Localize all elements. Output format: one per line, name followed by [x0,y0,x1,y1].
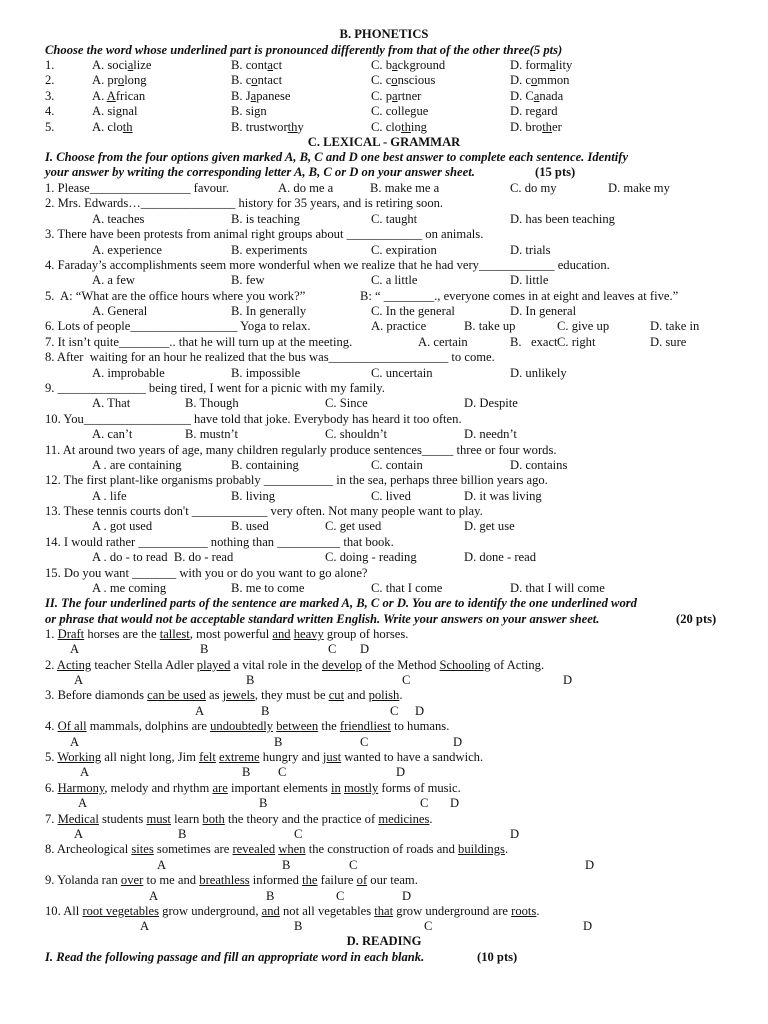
line-segment: B [282,858,291,872]
question-number: 1. [45,58,55,72]
line-segment: B [246,673,255,687]
option-c: C. clothing [371,119,427,134]
line-segment: C. taught [371,212,418,226]
line-segment: C. give up [557,319,610,333]
line-segment: C. doing - reading [325,550,417,564]
line-segment: C [420,796,429,810]
line-segment: C. lived [371,489,411,503]
question-line [0,273,768,288]
question-line [0,904,768,919]
underlined-part: o [391,73,398,88]
part2-instruction-1 [0,596,768,611]
underlined-part: g [410,104,417,119]
line-segment: C. In the general [371,304,455,318]
underlined-part: o [530,73,538,88]
question-number: 5. [45,119,55,134]
underlined-part: a [127,58,134,72]
phonetics-question [0,104,768,119]
question-line [0,873,768,888]
line-segment: 2. Acting teacher Stella Adler played a vital role in the develop of the Method Schooling of Acting. [45,658,545,672]
question-line [0,181,768,196]
line-segment: A [149,889,159,903]
line-segment: 4. Faraday’s accomplishments seem more wonderful when we realize that he had very____________ education. [45,258,610,272]
option-a: A. socialize [92,58,152,72]
underlined-part: a [392,58,398,72]
line-segment: 6. Lots of people_________________ Yoga to relax. [45,319,311,333]
line-segment: A. teaches [92,212,145,226]
option-b: B. Japanese [231,88,291,103]
underlined-part: can be used [147,688,206,702]
line-segment: 8. Archeological sites sometimes are revealed when the construction of roads and buildings. [45,842,509,856]
underlined-part: th [287,119,298,134]
question-line [0,243,768,258]
option-a: A. signal [92,104,138,119]
line-segment: D. contains [510,458,568,472]
underlined-part: a [267,58,273,72]
line-segment: B. experiments [231,243,308,257]
underlined-part: in [331,781,341,795]
line-segment: B. impossible [231,366,301,380]
underlined-part: of [356,873,368,887]
line-segment: C. get used [325,519,382,533]
option-d: D. regard [510,104,558,119]
option-d: D. formality [510,58,573,72]
line-segment: A. can’t [92,427,133,441]
line-segment: D. make my [608,181,670,195]
underlined-part: a [549,58,556,72]
underlined-part: Draft [57,627,85,641]
phonetics-question [0,73,768,88]
line-segment: B: “ ________., everyone comes in at eight and leaves at five.” [360,289,679,303]
question-line [0,196,768,211]
reading-points: (10 pts) [477,950,518,964]
line-segment: 13. These tennis courts don't ____________ very often. Not many people want to play. [45,504,483,518]
line-segment: D [563,673,573,687]
underlined-part: medicines [378,812,430,826]
line-segment: C [294,827,303,841]
line-segment: C [349,858,358,872]
line-segment: 3. Before diamonds can be used as jewels, they must be cut and polish. [45,688,403,702]
line-segment: 12. The first plant-like organisms probably ___________ in the sea, perhaps three billion years ago. [45,473,548,487]
line-segment: C. that I come [371,581,443,595]
line-segment: B [242,765,251,779]
line-segment: D. little [510,273,549,287]
line-segment: 7. Medical students must learn both the theory and the practice of medicines. [45,812,433,826]
line-segment: C [390,704,399,718]
section-heading-lexical-text: C. LEXICAL - GRAMMAR [307,135,461,149]
underlined-part: played [196,658,231,672]
line-segment: A. experience [92,243,162,257]
underlined-part: th [542,119,552,134]
section-heading-phonetics [0,27,768,42]
line-segment: B. is teaching [231,212,300,226]
line-segment: B. exact [510,335,558,349]
line-segment: D [583,919,593,933]
underlined-part: mostly [343,781,379,795]
question-line [0,412,768,427]
underlined-part: extreme [219,750,260,764]
option-a: A. African [92,88,146,103]
question-line [0,396,768,411]
line-segment: A [157,858,167,872]
line-segment: A [70,735,80,749]
line-segment: 10. You_________________ have told that joke. Everybody has heard it too often. [45,412,462,426]
question-line [0,704,768,719]
underlined-part: root vegetables [82,904,160,918]
part2-points: (20 pts) [676,612,717,626]
line-segment: B [266,889,275,903]
line-segment: A. That [92,396,131,410]
question-line [0,519,768,534]
line-segment: D [415,704,425,718]
line-segment: 9. Yolanda ran over to me and breathless informed the failure of our team. [45,873,418,887]
part2-instruction-1-text: II. The four underlined parts of the sentence are marked A, B, C or D. You are to identify the one underlined word [45,596,637,610]
line-segment: B. living [231,489,276,503]
line-segment: D [453,735,463,749]
underlined-part: that [374,904,394,918]
line-segment: B. In generally [231,304,307,318]
option-b: B. contact [231,73,283,88]
line-segment: B [274,735,283,749]
line-segment: A [70,642,80,656]
option-b: B. sign [231,104,267,119]
line-segment: A [140,919,150,933]
underlined-part: Of all [57,719,87,733]
line-segment: B [200,642,209,656]
line-segment: C. right [557,335,596,349]
question-number: 2. [45,73,55,88]
underlined-part: both [202,812,225,826]
line-segment: 5. A: “What are the office hours where you work?” [45,289,306,303]
underlined-part: Acting [56,658,92,672]
lexical-points: (15 pts) [535,165,576,179]
line-segment: D. has been teaching [510,212,615,226]
question-line [0,735,768,750]
option-d: D. brother [510,119,562,134]
option-b: B. trustworthy [231,119,304,134]
line-segment: A . me coming [92,581,167,595]
option-a: A. cloth [92,119,133,134]
underlined-part: must [146,812,171,826]
line-segment: C [360,735,369,749]
question-line [0,458,768,473]
question-line [0,627,768,642]
line-segment: D. take in [650,319,700,333]
line-segment: B [259,796,268,810]
line-segment: A . do - to read B. do - read [92,550,234,564]
option-c: C. partner [371,88,422,103]
line-segment: D. unlikely [510,366,567,380]
question-line [0,719,768,734]
underlined-part: Working [57,750,102,764]
underlined-part: over [120,873,144,887]
line-segment: 10. All root vegetables grow underground, and not all vegetables that grow underground are roots. [45,904,540,918]
question-line [0,796,768,811]
line-segment: D. needn’t [464,427,517,441]
underlined-part: th [401,119,411,134]
question-line [0,781,768,796]
line-segment: A [80,765,90,779]
phonetics-question [0,58,768,73]
phonetics-instruction-text: Choose the word whose underlined part is pronounced differently from that of the other three(5 pts) [45,43,563,57]
line-segment: 9. ______________ being tired, I went for a picnic with my family. [45,381,385,395]
line-segment: 15. Do you want _______ with you or do you want to go alone? [45,566,368,580]
line-segment: D. trials [510,243,551,257]
line-segment: B. few [231,273,265,287]
question-line [0,889,768,904]
line-segment: B. take up [464,319,516,333]
line-segment: C [402,673,411,687]
underlined-part: are [212,781,228,795]
line-segment: A . are containing [92,458,182,472]
reading-instruction-text: I. Read the following passage and fill an appropriate word in each blank. [45,950,425,964]
question-line [0,842,768,857]
underlined-part: a [392,88,398,103]
question-number: 4. [45,104,55,119]
underlined-part: and [272,627,291,641]
line-segment: D. In general [510,304,577,318]
underlined-part: a [250,88,257,103]
underlined-part: just [322,750,342,764]
underlined-part: g [254,104,261,119]
question-line [0,858,768,873]
question-line [0,535,768,550]
line-segment: A [78,796,88,810]
line-segment: D. sure [650,335,687,349]
question-line [0,212,768,227]
question-line [0,443,768,458]
line-segment: D [585,858,595,872]
line-segment: C [336,889,345,903]
underlined-part: undoubtedly [210,719,274,733]
question-line [0,489,768,504]
underlined-part: o [117,73,125,88]
line-segment: D [396,765,406,779]
line-segment: C [278,765,287,779]
question-line [0,581,768,596]
line-segment: C. contain [371,458,423,472]
underlined-part: Medical [57,812,99,826]
question-line [0,750,768,765]
question-line [0,566,768,581]
line-segment: A. improbable [92,366,165,380]
lexical-instruction-2 [0,165,768,180]
line-segment: A [74,673,84,687]
line-segment: A . got used [92,519,153,533]
question-line [0,319,768,334]
line-segment: C. expiration [371,243,437,257]
line-segment: D. that I will come [510,581,605,595]
question-line [0,304,768,319]
option-a: A. prolong [92,73,147,88]
underlined-part: g [115,104,123,119]
line-segment: 3. There have been protests from animal right groups about ____________ on animals. [45,227,484,241]
line-segment: 1. Draft horses are the tallest, most powerful and heavy group of horses. [45,627,409,641]
question-line [0,673,768,688]
section-heading-reading-text: D. READING [346,934,422,948]
part2-instruction-2 [0,612,768,627]
underlined-part: between [276,719,319,733]
option-b: B. contact [231,58,283,72]
line-segment: D [510,827,520,841]
question-line [0,289,768,304]
underlined-part: revealed [232,842,276,856]
part2-instruction-2-text: or phrase that would not be acceptable standard written English. Write your answers on your answer sheet. [45,612,600,626]
question-line [0,350,768,365]
underlined-part: Harmony [57,781,105,795]
line-segment: D [402,889,412,903]
underlined-part: sites [131,842,154,856]
option-c: C. background [371,58,446,72]
underlined-part: a [533,88,540,103]
question-line [0,381,768,396]
section-heading-phonetics-text: B. PHONETICS [339,27,429,41]
underlined-part: when [278,842,306,856]
question-line [0,427,768,442]
reading-instruction [0,950,768,965]
phonetics-instruction [0,43,768,58]
line-segment: 11. At around two years of age, many children regularly produce sentences_____ three or four words. [45,443,557,457]
line-segment: B. make me a [370,181,440,195]
underlined-part: the [302,873,318,887]
question-line [0,550,768,565]
underlined-part: and [261,904,280,918]
line-segment: B [261,704,270,718]
line-segment: B [294,919,303,933]
question-line [0,765,768,780]
line-segment: B. containing [231,458,299,472]
question-line [0,827,768,842]
line-segment: C. Since [325,396,368,410]
line-segment: C. uncertain [371,366,433,380]
question-line [0,919,768,934]
underlined-part: Schooling [439,658,491,672]
line-segment: D. get use [464,519,515,533]
lexical-instruction-1-text: I. Choose from the four options given marked A, B, C and D one best answer to complete each sentence. Identify [45,150,629,164]
line-segment: C. shouldn’t [325,427,388,441]
question-line [0,473,768,488]
option-c: C. collegue [371,104,429,119]
underlined-part: breathless [199,873,250,887]
underlined-part: cut [328,688,345,702]
line-segment: C [328,642,337,656]
line-segment: B. mustn’t [185,427,238,441]
line-segment: 1. Please________________ favour. [45,181,229,195]
question-line [0,688,768,703]
lexical-instruction-1 [0,150,768,165]
underlined-part: g [535,104,542,119]
line-segment: D. Despite [464,396,518,410]
line-segment: A [195,704,205,718]
underlined-part: heavy [293,627,324,641]
underlined-part: polish [368,688,400,702]
underlined-part: felt [199,750,216,764]
question-line [0,812,768,827]
option-d: D. common [510,73,570,88]
option-d: D. Canada [510,88,564,103]
phonetics-question [0,120,768,135]
underlined-part: develop [322,658,362,672]
line-segment: C. a little [371,273,418,287]
line-segment: A [74,827,84,841]
line-segment: D. it was living [464,489,542,503]
underlined-part: tallest [159,627,190,641]
line-segment: 5. Working all night long, Jim felt extreme hungry and just wanted to have a sandwich. [45,750,484,764]
underlined-part: roots [511,904,537,918]
line-segment: A. practice [371,319,427,333]
line-segment: B. used [231,519,269,533]
lexical-instruction-2-text: your answer by writing the corresponding letter A, B, C or D on your answer sheet. [45,165,475,179]
question-line [0,335,768,350]
option-c: C. conscious [371,73,436,88]
question-number: 3. [45,88,55,103]
section-heading-lexical [0,135,768,150]
line-segment: 14. I would rather ___________ nothing than __________ that book. [45,535,394,549]
underlined-part: A [106,88,116,103]
question-line [0,227,768,242]
line-segment: 4. Of all mammals, dolphins are undoubtedly between the friendliest to humans. [45,719,450,733]
line-segment: 2. Mrs. Edwards…_______________ history for 35 years, and is retiring soon. [45,196,444,210]
underlined-part: buildings [458,842,505,856]
question-line [0,258,768,273]
section-heading-reading [0,934,768,949]
phonetics-question [0,89,768,104]
line-segment: 6. Harmony, melody and rhythm are important elements in mostly forms of music. [45,781,461,795]
question-line [0,366,768,381]
line-segment: C. do my [510,181,557,195]
line-segment: A. certain [418,335,468,349]
line-segment: D [450,796,460,810]
question-line [0,504,768,519]
line-segment: A. a few [92,273,136,287]
line-segment: B [178,827,187,841]
line-segment: A . life [92,489,127,503]
line-segment: 7. It isn’t quite________.. that he will turn up at the meeting. [45,335,353,349]
underlined-part: th [122,119,133,134]
line-segment: A. do me a [278,181,334,195]
underlined-part: friendliest [339,719,391,733]
line-segment: A. General [92,304,148,318]
line-segment: C [424,919,433,933]
underlined-part: jewels [222,688,255,702]
line-segment: D. done - read [464,550,537,564]
line-segment: B. me to come [231,581,305,595]
line-segment: D [360,642,370,656]
line-segment: 8. After waiting for an hour he realized that the bus was___________________ to come. [45,350,495,364]
question-line [0,658,768,673]
line-segment: B. Though [185,396,239,410]
question-line [0,642,768,657]
underlined-part: o [251,73,258,88]
